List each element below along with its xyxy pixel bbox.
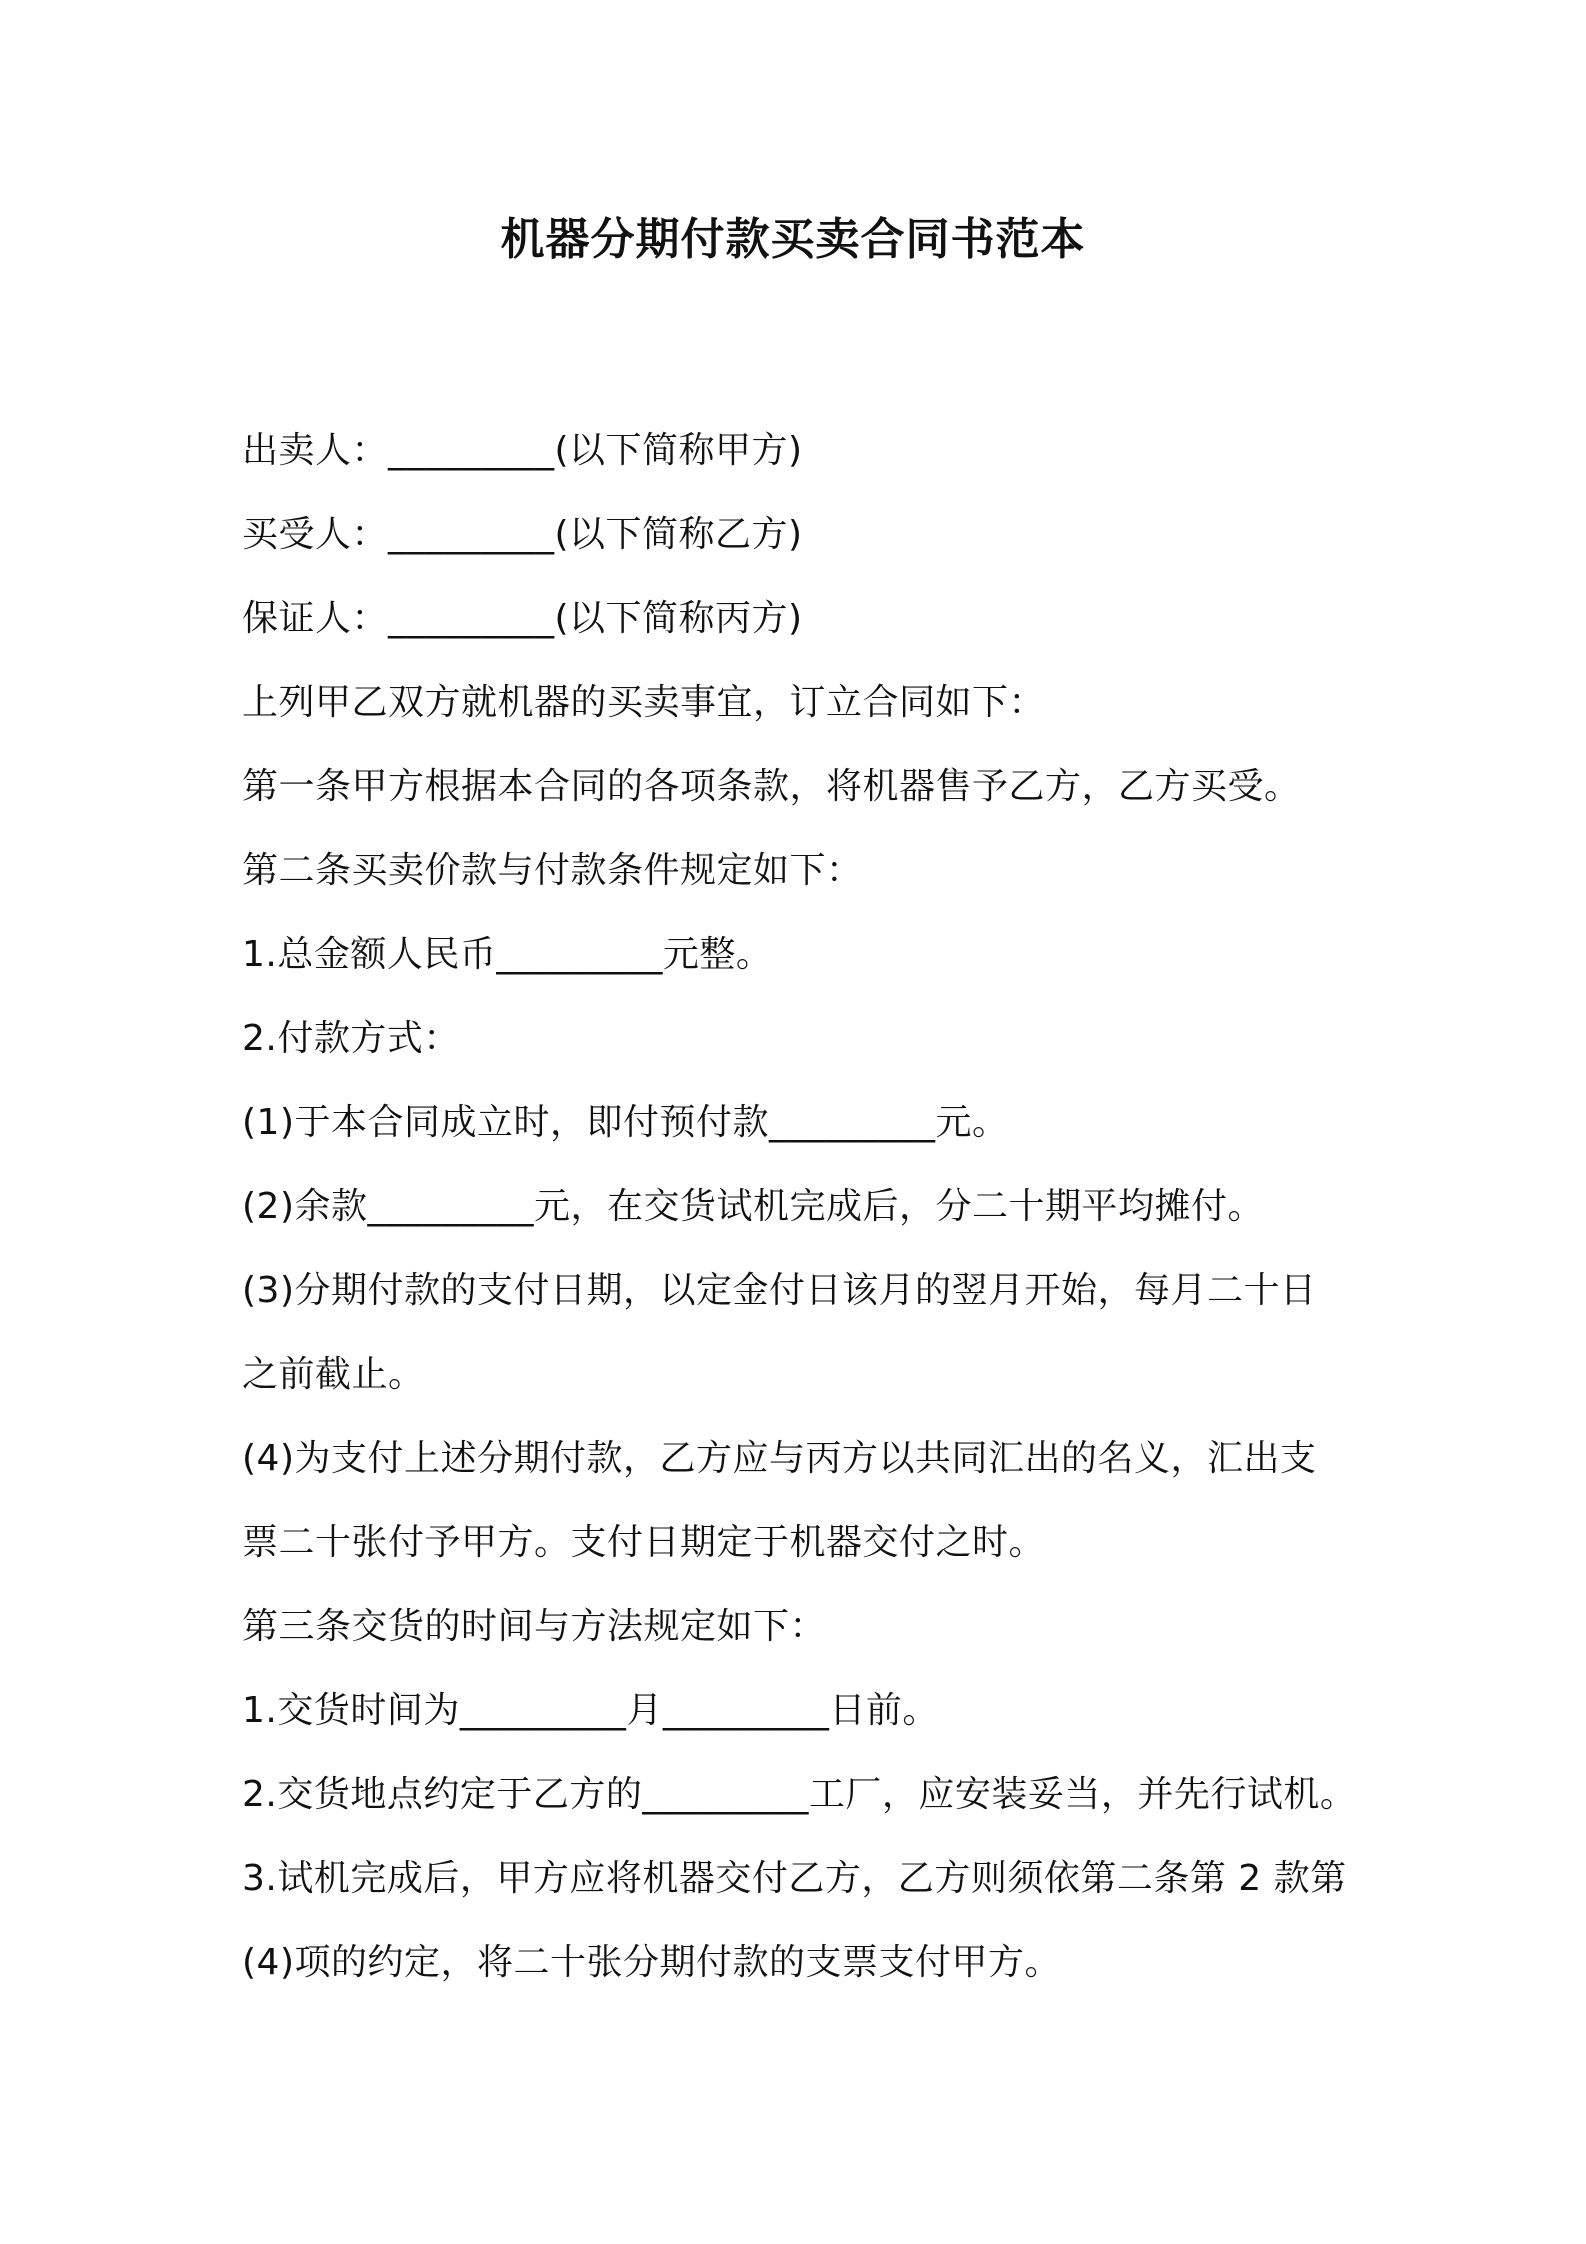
seller-line: 出卖人：_________(以下简称甲方) — [242, 430, 803, 471]
total-amount-line: 1.总金额人民币_________元整。 — [242, 934, 773, 975]
preamble-line: 上列甲乙双方就机器的买卖事宜，订立合同如下： — [242, 682, 1046, 723]
payment-item-3-continued: 之前截止。 — [242, 1354, 425, 1395]
payment-method-heading: 2.付款方式： — [242, 1018, 460, 1059]
delivery-time-line: 1.交货时间为_________月_________日前。 — [242, 1690, 939, 1731]
guarantor-line: 保证人：_________(以下简称丙方) — [242, 598, 803, 639]
article-two-heading: 第二条买卖价款与付款条件规定如下： — [242, 850, 863, 891]
delivery-handover-line: 3.试机完成后，甲方应将机器交付乙方，乙方则须依第二条第 2 款第 — [242, 1858, 1347, 1899]
payment-item-4: (4)为支付上述分期付款，乙方应与丙方以共同汇出的名义，汇出支 — [242, 1438, 1317, 1479]
document-title: 机器分期付款买卖合同书范本 — [500, 214, 1086, 265]
document-body — [242, 409, 1372, 2005]
article-one: 第一条甲方根据本合同的各项条款，将机器售予乙方，乙方买受。 — [242, 766, 1301, 807]
payment-item-1: (1)于本合同成立时，即付预付款_________元。 — [242, 1102, 1009, 1143]
payment-item-2: (2)余款_________元，在交货试机完成后，分二十期平均摊付。 — [242, 1186, 1264, 1227]
payment-item-4-continued: 票二十张付予甲方。支付日期定于机器交付之时。 — [242, 1522, 1046, 1563]
payment-item-3: (3)分期付款的支付日期，以定金付日该月的翌月开始，每月二十日 — [242, 1270, 1317, 1311]
delivery-place-line: 2.交货地点约定于乙方的_________工厂，应安装妥当，并先行试机。 — [242, 1774, 1357, 1815]
buyer-line: 买受人：_________(以下简称乙方) — [242, 514, 803, 555]
delivery-handover-continued: (4)项的约定，将二十张分期付款的支票支付甲方。 — [242, 1942, 1061, 1983]
article-three-heading: 第三条交货的时间与方法规定如下： — [242, 1606, 827, 1647]
